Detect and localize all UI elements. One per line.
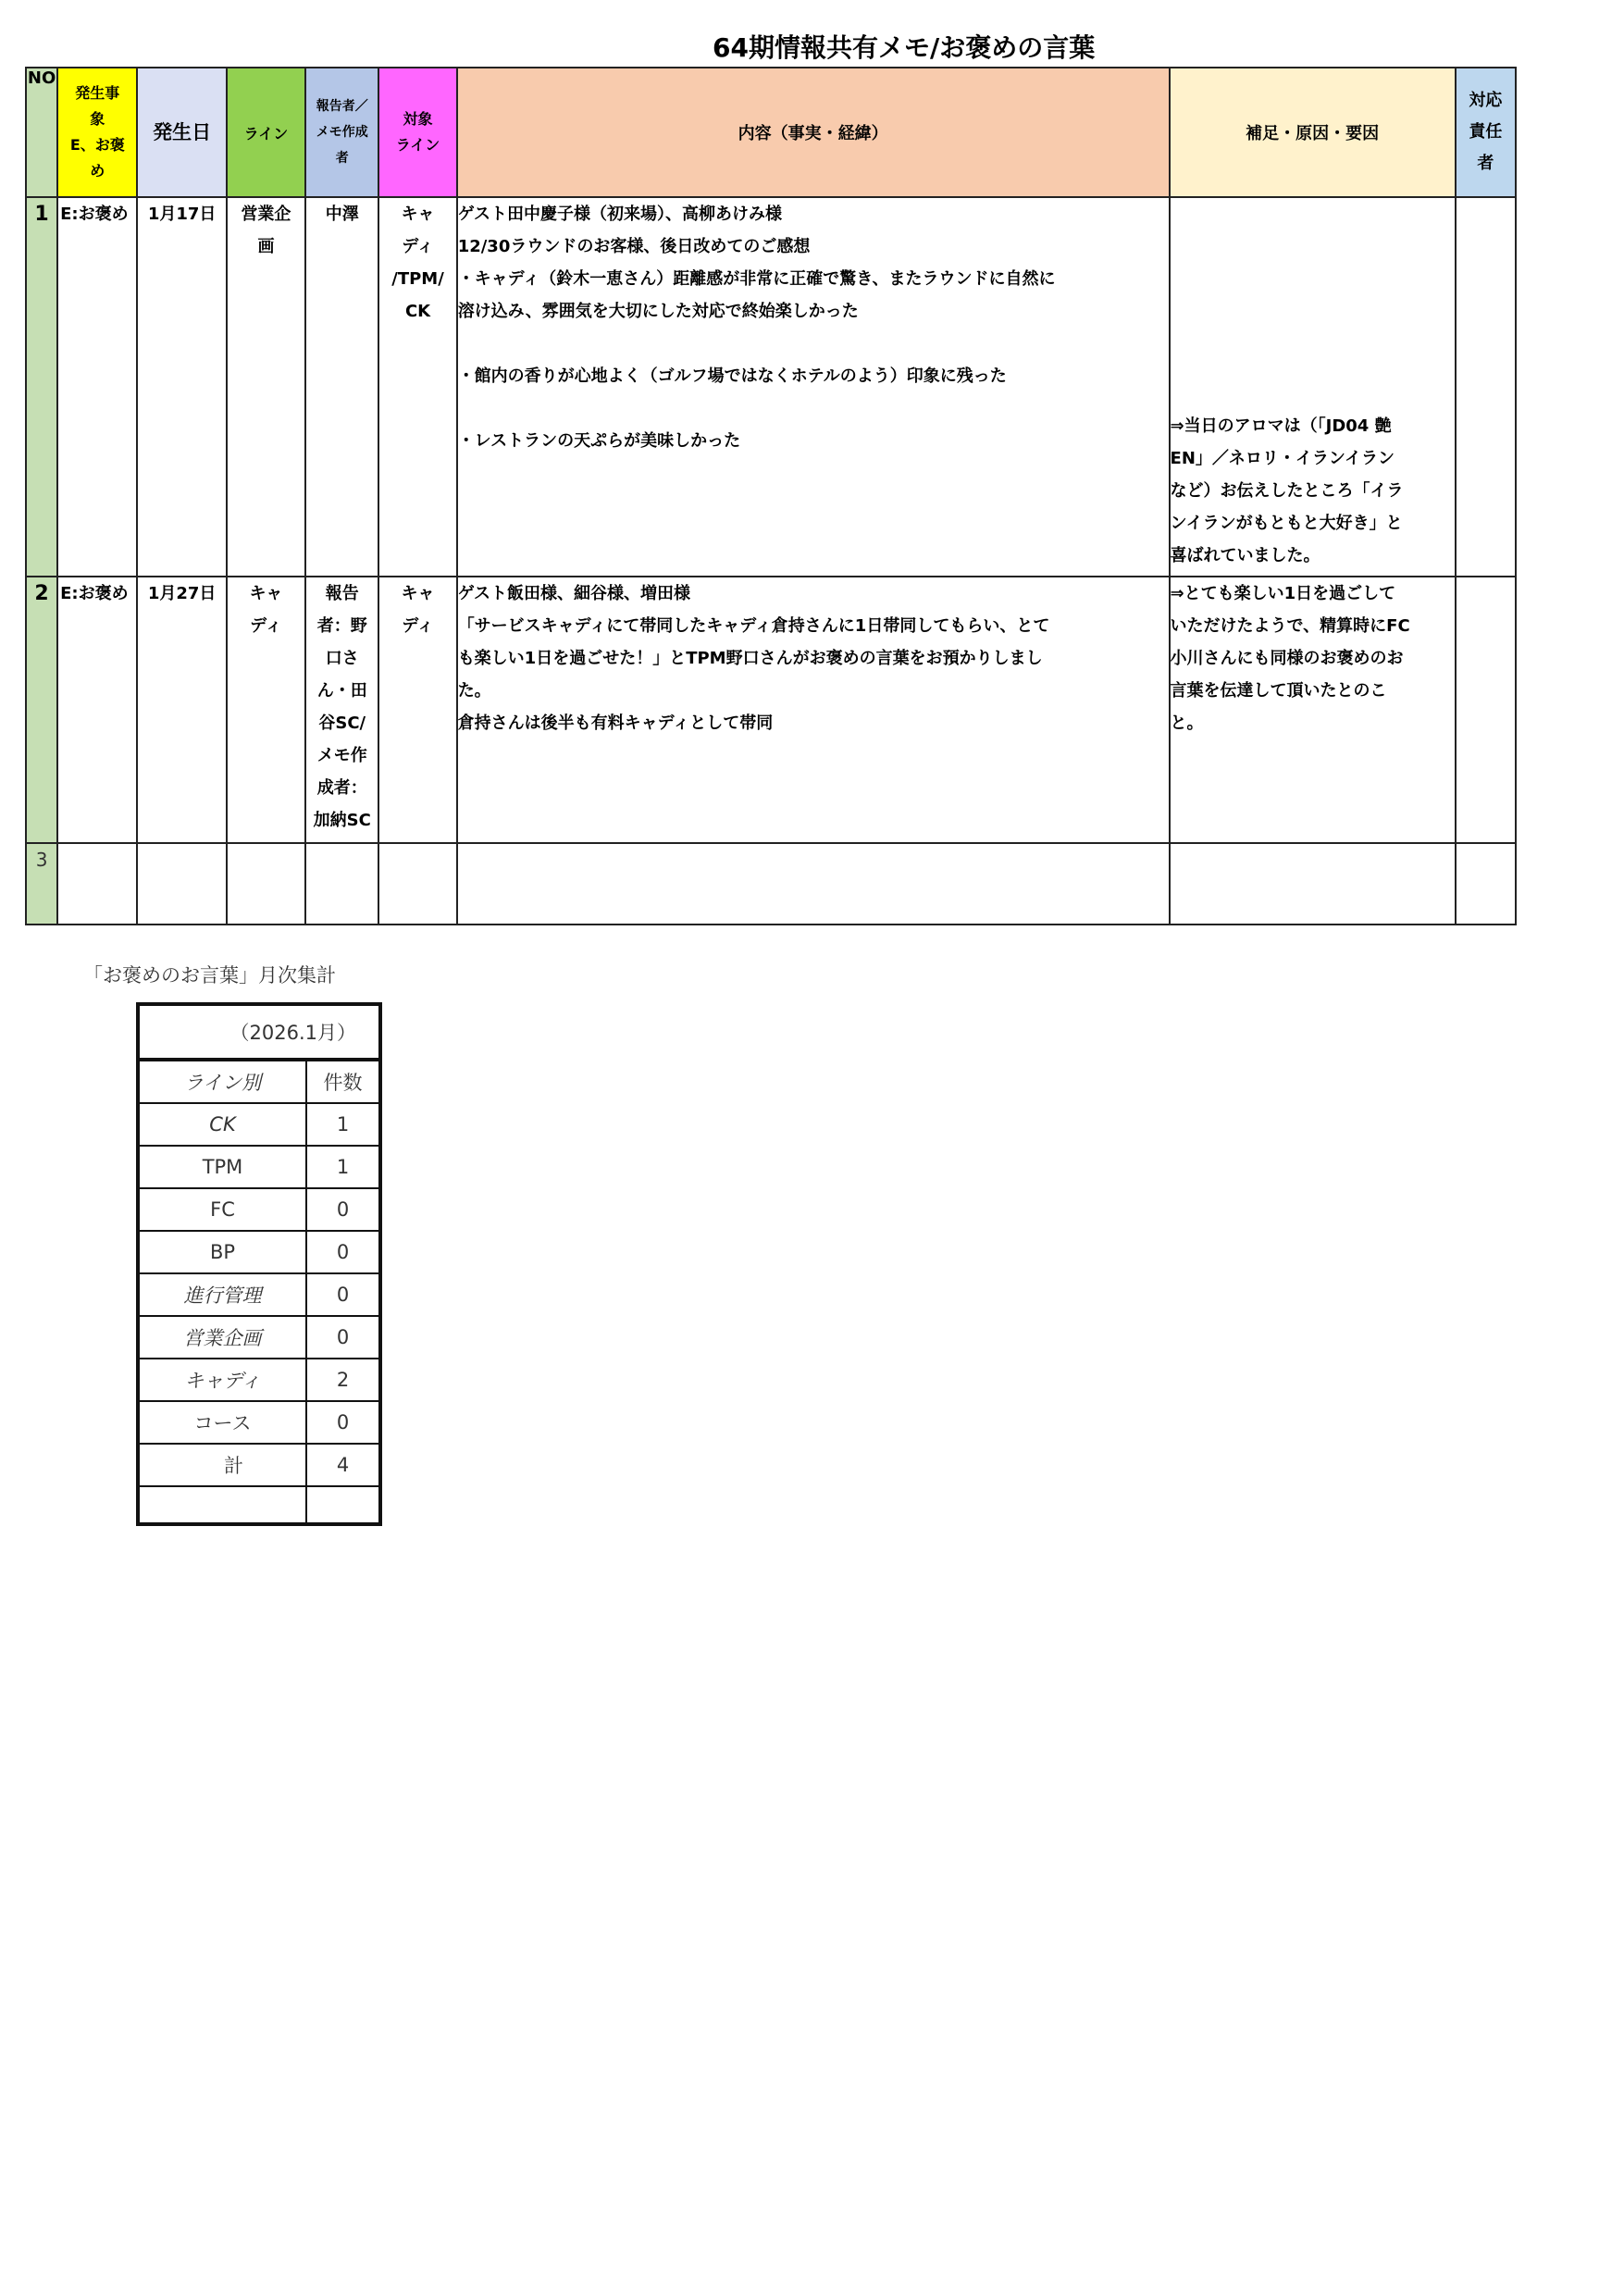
- summary-row: [138, 1188, 380, 1231]
- summary-row: [138, 1146, 380, 1188]
- row-responsible: [1456, 843, 1516, 925]
- row-supplement: [1170, 843, 1456, 925]
- summary-blank-row: [138, 1486, 380, 1524]
- row-event: E:お褒め: [57, 577, 137, 843]
- header-row: [26, 68, 1516, 197]
- row-line: キャ ディ: [227, 577, 305, 843]
- summary-total-count: 4: [306, 1444, 380, 1486]
- summary-period-row: [138, 1004, 380, 1060]
- header-event: 発生事 象 E、お褒 め: [57, 68, 137, 197]
- monthly-summary-table: [136, 1002, 382, 1526]
- summary-count: 0: [306, 1188, 380, 1231]
- header-line: ライン: [227, 68, 305, 197]
- row-reporter: 報告 者：野 口さ ん・田 谷SC/ メモ作 成者： 加納SC: [305, 577, 378, 843]
- row-line: [227, 843, 305, 925]
- summary-blank-cell: [306, 1486, 380, 1524]
- summary-line-label: キャディ: [138, 1359, 306, 1401]
- row-supplement: ⇒とても楽しい1日を過ごして いただけたようで、精算時にFC 小川さんにも同様のお褒めのお 言葉を伝達して頂いたとのこ と。: [1170, 577, 1456, 843]
- row-date: [137, 843, 226, 925]
- summary-row: [138, 1103, 380, 1146]
- row-event: [57, 843, 137, 925]
- summary-line-label: CK: [138, 1103, 306, 1146]
- summary-line-label: BP: [138, 1231, 306, 1273]
- summary-count: 0: [306, 1401, 380, 1444]
- summary-line-label: 営業企画: [138, 1316, 306, 1359]
- row-content: ゲスト飯田様、細谷様、増田様 「サービスキャディにて帯同したキャディ倉持さんに1日帯同してもらい、とて も楽しい1日を過ごせた！」とTPM野口さんがお褒めの言葉をお預かりしまし た。 倉持さんは後半も有料キャディとして帯同: [457, 577, 1170, 843]
- row-reporter: 中澤: [305, 197, 378, 577]
- page-title: 64期情報共有メモ/お褒めの言葉: [713, 32, 1096, 63]
- row-target-line: キャ ディ /TPM/ CK: [378, 197, 456, 577]
- header-responsible: 対応 責任 者: [1456, 68, 1516, 197]
- summary-count: 0: [306, 1316, 380, 1359]
- summary-count: 1: [306, 1146, 380, 1188]
- summary-total-label: 計: [138, 1444, 306, 1486]
- header-reporter: 報告者／ メモ作成 者: [305, 68, 378, 197]
- row-responsible: [1456, 577, 1516, 843]
- row-target-line: [378, 843, 456, 925]
- info-memo-table: [25, 67, 1517, 925]
- row-no: 3: [26, 843, 57, 925]
- row-date: 1月27日: [137, 577, 226, 843]
- header-target-line: 対象 ライン: [378, 68, 456, 197]
- row-supplement: ⇒当日のアロマは（「JD04 艶 EN」／ネロリ・イランイラン など）お伝えしたところ「イラ ンイランがもともと大好き」と 喜ばれていました。: [1170, 197, 1456, 577]
- summary-count: 0: [306, 1273, 380, 1316]
- row-content: ゲスト田中慶子様（初来場）、高柳あけみ様 12/30ラウンドのお客様、後日改めてのご感想 ・キャディ（鈴木一恵さん）距離感が非常に正確で驚き、またラウンドに自然に 溶け込み、雰囲気を大切にした対応で終始楽しかった ・館内の香りが心地よく（ゴルフ場ではなくホテルのよう）印象に残った ・レストランの天ぷらが美味しかった: [457, 197, 1170, 577]
- summary-period: （2026.1月）: [138, 1004, 380, 1060]
- row-reporter: [305, 843, 378, 925]
- summary-row: [138, 1401, 380, 1444]
- summary-header-count: 件数: [306, 1060, 380, 1103]
- summary-line-label: コース: [138, 1401, 306, 1444]
- table-row: [26, 843, 1516, 925]
- row-line: 営業企 画: [227, 197, 305, 577]
- summary-row: [138, 1231, 380, 1273]
- summary-row: [138, 1316, 380, 1359]
- row-no: 2: [26, 577, 57, 843]
- row-no: 1: [26, 197, 57, 577]
- header-content: 内容（事実・経緯）: [457, 68, 1170, 197]
- table-row: [26, 577, 1516, 843]
- row-target-line: キャ ディ: [378, 577, 456, 843]
- header-no: NO: [26, 68, 57, 197]
- summary-count: 2: [306, 1359, 380, 1401]
- summary-caption: 「お褒めのお言葉」月次集計: [83, 964, 336, 987]
- row-responsible: [1456, 197, 1516, 577]
- summary-row: [138, 1359, 380, 1401]
- table-row: [26, 197, 1516, 577]
- summary-line-label: FC: [138, 1188, 306, 1231]
- row-event: E:お褒め: [57, 197, 137, 577]
- summary-row: [138, 1273, 380, 1316]
- header-date: 発生日: [137, 68, 226, 197]
- summary-blank-cell: [138, 1486, 306, 1524]
- summary-header-row: [138, 1060, 380, 1103]
- row-date: 1月17日: [137, 197, 226, 577]
- summary-header-line: ライン別: [138, 1060, 306, 1103]
- summary-line-label: TPM: [138, 1146, 306, 1188]
- summary-count: 0: [306, 1231, 380, 1273]
- row-content: [457, 843, 1170, 925]
- header-supplement: 補足・原因・要因: [1170, 68, 1456, 197]
- summary-line-label: 進行管理: [138, 1273, 306, 1316]
- summary-count: 1: [306, 1103, 380, 1146]
- summary-total-row: [138, 1444, 380, 1486]
